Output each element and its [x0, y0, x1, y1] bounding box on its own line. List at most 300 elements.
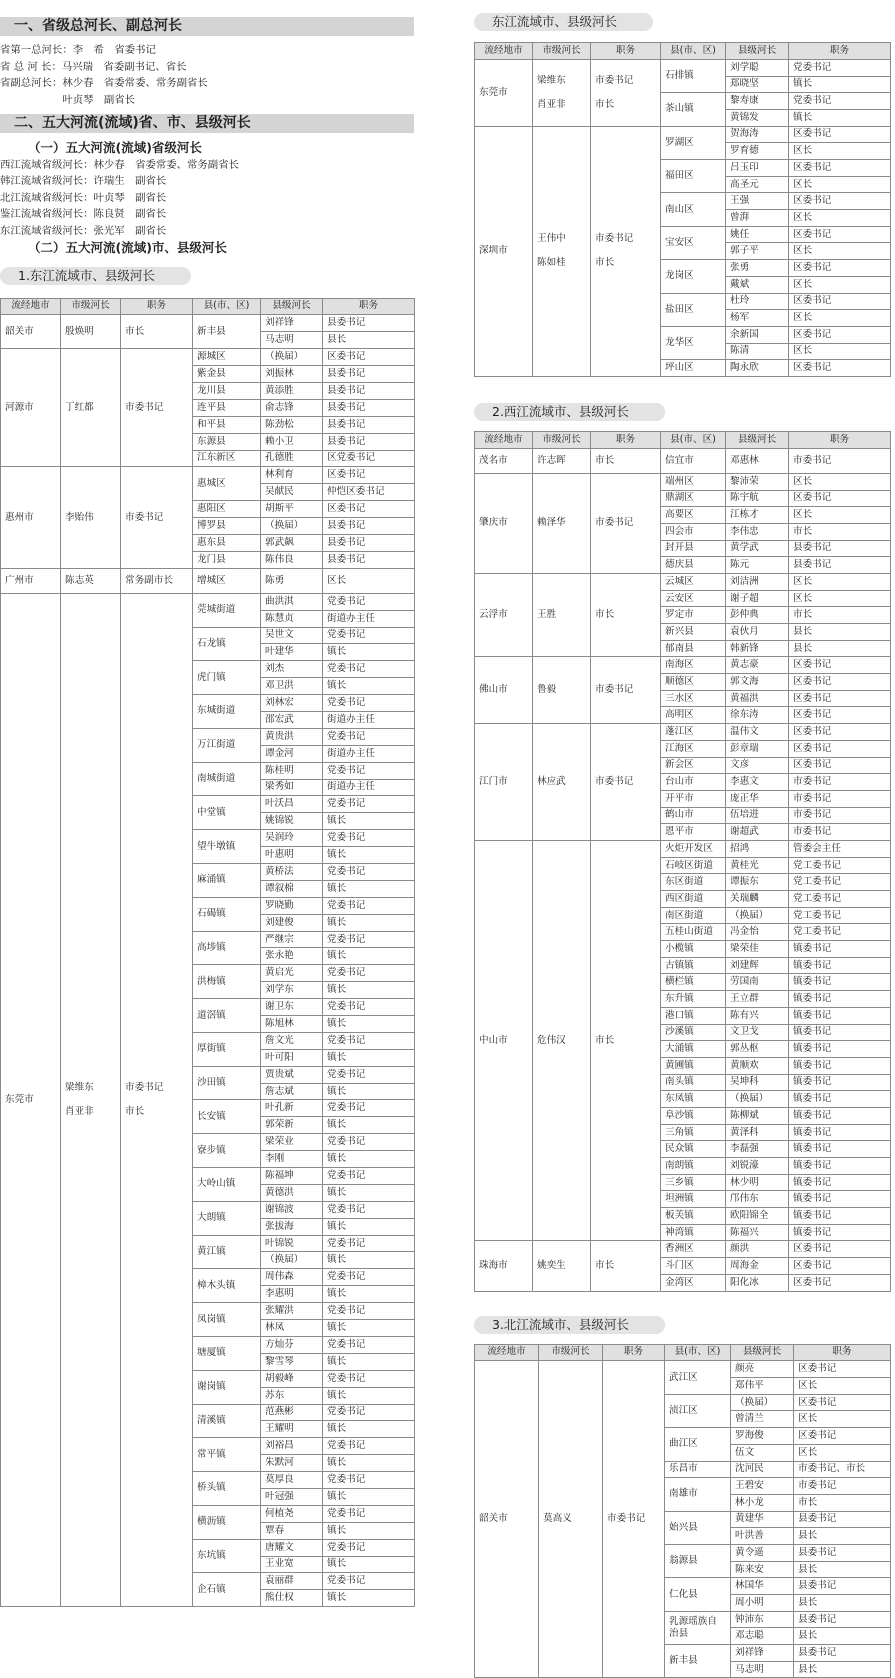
column-header: 职务: [789, 43, 891, 60]
county-duty-cell: 党委书记: [323, 1438, 415, 1455]
county-duty-cell: 镇长: [323, 1184, 415, 1201]
city-leader-cell: [533, 1241, 591, 1291]
county-cell: 大涌镇: [661, 1041, 726, 1058]
rivers-list: [0, 157, 414, 240]
column-header: 职务: [591, 431, 661, 448]
city-cell: 东莞市: [1, 593, 61, 1606]
city-duty: 市长: [125, 325, 145, 337]
county-leader-cell: 刘振林: [261, 366, 323, 383]
xijiang-title: 2.西江流域市、县级河长: [474, 403, 665, 421]
county-cell: 望牛墩镇: [193, 830, 261, 864]
column-header: 流经地市: [475, 43, 533, 60]
county-cell: 板芙镇: [661, 1208, 726, 1225]
county-duty-cell: 镇委书记: [789, 1107, 891, 1124]
county-duty-cell: 区长: [789, 243, 891, 260]
county-leader-cell: 罗晓勤: [261, 897, 323, 914]
county-cell: 港口镇: [661, 1007, 726, 1024]
dongjiang2-title: 东江流域市、县级河长: [474, 13, 653, 31]
county-cell: 古镇镇: [661, 957, 726, 974]
county-duty-cell: 区委书记: [789, 1258, 891, 1275]
county-leader-cell: 邓卫洪: [261, 678, 323, 695]
county-duty-cell: 市长: [789, 607, 891, 624]
county-leader-cell: 黄贵洪: [261, 728, 323, 745]
county-duty-cell: 县委书记: [323, 534, 415, 551]
rivers-line: 北江流域省级河长：叶贞琴 副省长: [0, 191, 167, 204]
table-row: [1, 315, 415, 332]
county-cell: 江海区: [661, 740, 726, 757]
city-duty: 市长: [595, 1034, 615, 1046]
county-leader-cell: 黄德洪: [261, 1184, 323, 1201]
county-cell: 坪山区: [661, 360, 726, 377]
county-duty-cell: 镇委书记: [789, 1208, 891, 1225]
county-cell: 武江区: [665, 1361, 731, 1394]
column-header: 县(市、区): [661, 43, 726, 60]
city-duty: 市长: [595, 1260, 615, 1271]
county-leader-cell: 黄福洪: [726, 690, 789, 707]
county-leader-cell: 范燕彬: [261, 1404, 323, 1421]
county-cell: 福田区: [661, 160, 726, 193]
county-duty-cell: 党委书记: [323, 1404, 415, 1421]
county-leader-cell: 颜洪: [726, 1241, 789, 1258]
county-leader-cell: 俞志锋: [261, 399, 323, 416]
county-cell: 西区街道: [661, 891, 726, 908]
county-cell: 浈江区: [665, 1394, 731, 1427]
county-cell: 南城街道: [193, 762, 261, 796]
county-cell: 南海区: [661, 657, 726, 674]
county-cell: 云城区: [661, 573, 726, 590]
county-leader-cell: 刘祥锋: [731, 1645, 794, 1662]
county-duty-cell: 县委书记: [323, 399, 415, 416]
county-duty-cell: 镇长: [789, 109, 891, 126]
county-duty-cell: 街道办主任: [323, 745, 415, 762]
city-duty-cell: [591, 448, 661, 473]
county-leader-cell: 刘林宏: [261, 695, 323, 712]
dongjiang2-table: [474, 42, 891, 377]
county-cell: 南区街道: [661, 907, 726, 924]
column-header: 职务: [794, 1344, 891, 1361]
city-leader-name: 梁维东: [537, 74, 566, 86]
county-duty-cell: 市委书记: [789, 790, 891, 807]
county-duty-cell: 镇长: [323, 1556, 415, 1573]
county-duty-cell: 区委书记: [789, 707, 891, 724]
county-cell: 开平市: [661, 790, 726, 807]
county-duty-cell: 党委书记: [323, 1134, 415, 1151]
city-duty: 市委书记: [595, 517, 634, 529]
county-leader-cell: 黄泽科: [726, 1124, 789, 1141]
city-leader-cell: [61, 349, 121, 467]
county-duty-cell: 党委书记: [323, 1100, 415, 1117]
county-leader-cell: 郑伟平: [731, 1378, 794, 1395]
county-leader-cell: 吴坤科: [726, 1074, 789, 1091]
county-duty-cell: 党委书记: [789, 93, 891, 110]
county-leader-cell: 刘建辉: [726, 957, 789, 974]
county-cell: 沙田镇: [193, 1066, 261, 1100]
dongjiang1-title: 1.东江流域市、县级河长: [0, 267, 191, 285]
county-cell: 高要区: [661, 507, 726, 524]
county-duty-cell: 街道办主任: [323, 610, 415, 627]
table-row: [475, 448, 891, 473]
county-cell: 郁南县: [661, 640, 726, 657]
county-duty-cell: 县委书记: [323, 315, 415, 332]
county-duty-cell: 县委书记: [323, 433, 415, 450]
city-duty: 市委书记: [125, 1081, 164, 1093]
county-duty-cell: 党委书记: [323, 931, 415, 948]
table-header-row: [475, 1344, 891, 1361]
county-leader-cell: 黄志豪: [726, 657, 789, 674]
county-cell: 长安镇: [193, 1100, 261, 1134]
county-leader-cell: 彭仲典: [726, 607, 789, 624]
county-cell: 紫金县: [193, 366, 261, 383]
county-leader-cell: 李惠文: [726, 774, 789, 791]
county-cell: 信宜市: [661, 448, 726, 473]
county-cell: 黄江镇: [193, 1235, 261, 1269]
county-cell: 高明区: [661, 707, 726, 724]
county-duty-cell: 镇委书记: [789, 1158, 891, 1175]
county-duty-cell: 县长: [789, 624, 891, 641]
city-duty: 市长: [595, 98, 615, 110]
county-cell: 东坑镇: [193, 1539, 261, 1573]
county-leader-cell: 袁丽群: [261, 1573, 323, 1590]
county-leader-cell: 李伟忠: [726, 523, 789, 540]
county-leader-cell: 郭武飙: [261, 534, 323, 551]
city-cell: 韶关市: [475, 1361, 539, 1678]
xijiang-table: [474, 431, 891, 1292]
county-leader-cell: 何植尧: [261, 1505, 323, 1522]
city-leader-cell: [533, 840, 591, 1241]
county-duty-cell: 区委书记: [789, 757, 891, 774]
county-leader-cell: 张耀洪: [261, 1303, 323, 1320]
city-leader-name: 丁红都: [65, 401, 94, 413]
county-leader-cell: 王立群: [726, 991, 789, 1008]
county-cell: 火炬开发区: [661, 840, 726, 857]
county-duty-cell: 县长: [789, 640, 891, 657]
county-leader-cell: 谢锦波: [261, 1201, 323, 1218]
city-duty: 市长: [595, 454, 615, 466]
county-leader-cell: 吴献民: [261, 484, 323, 501]
county-duty-cell: 市委书记: [789, 448, 891, 473]
beijiang-title: 3.北江流域市、县级河长: [474, 1316, 665, 1334]
county-cell: 清溪镇: [193, 1404, 261, 1438]
county-duty-cell: 党委书记: [323, 897, 415, 914]
column-header: 市级河长: [533, 431, 591, 448]
county-cell: 香洲区: [661, 1241, 726, 1258]
county-cell: 宝安区: [661, 226, 726, 259]
county-leader-cell: 吴润玲: [261, 830, 323, 847]
county-leader-cell: 曾湃: [726, 210, 789, 227]
county-duty-cell: 镇长: [323, 1320, 415, 1337]
county-leader-cell: 陶永欣: [726, 360, 789, 377]
county-duty-cell: 县委书记: [323, 551, 415, 568]
county-cell: 南雄市: [665, 1478, 731, 1511]
county-cell: 新丰县: [665, 1645, 731, 1678]
county-leader-cell: 钟沛东: [731, 1611, 794, 1628]
county-duty-cell: 党委书记: [323, 593, 415, 610]
county-duty-cell: 镇长: [323, 1151, 415, 1168]
city-leader-cell: [533, 126, 591, 376]
county-leader-cell: 张勇: [726, 260, 789, 277]
county-leader-cell: 邝伟东: [726, 1191, 789, 1208]
city-leader-name: 林应武: [537, 776, 566, 788]
county-duty-cell: 区委书记: [794, 1394, 891, 1411]
county-duty-cell: 镇委书记: [789, 1057, 891, 1074]
county-cell: 顺德区: [661, 674, 726, 691]
city-leader-cell: [539, 1361, 603, 1678]
city-leader-name: 鲁毅: [537, 684, 557, 696]
county-cell: 盐田区: [661, 293, 726, 326]
city-leader-name: 肖亚非: [537, 98, 566, 110]
county-cell: 小榄镇: [661, 941, 726, 958]
city-leader-cell: [533, 657, 591, 724]
table-row: [475, 126, 891, 143]
county-leader-cell: 梁秀如: [261, 779, 323, 796]
county-leader-cell: 吴世文: [261, 627, 323, 644]
county-leader-cell: 周小明: [731, 1595, 794, 1612]
city-cell: 深圳市: [475, 126, 533, 376]
city-duty: 市委书记: [595, 233, 634, 245]
city-leader-cell: [533, 473, 591, 573]
rivers-line: 韩江流域省级河长：许瑞生 副省长: [0, 175, 167, 187]
right-column: [474, 0, 890, 1678]
dongjiang1-table: [0, 298, 415, 1608]
county-cell: 大岭山镇: [193, 1168, 261, 1202]
city-cell: 惠州市: [1, 467, 61, 568]
county-leader-cell: 高圣元: [726, 176, 789, 193]
county-cell: 黄圃镇: [661, 1057, 726, 1074]
county-duty-cell: 党委书记: [323, 1201, 415, 1218]
county-leader-cell: 叶孔新: [261, 1100, 323, 1117]
county-duty-cell: 县委书记: [323, 416, 415, 433]
city-duty: 市委书记: [595, 776, 634, 788]
county-duty-cell: 党委书记: [323, 661, 415, 678]
county-leader-cell: 罗海俊: [731, 1428, 794, 1445]
column-header: 职务: [121, 298, 193, 315]
county-cell: 新兴县: [661, 624, 726, 641]
county-duty-cell: 区长: [794, 1411, 891, 1428]
county-duty-cell: 党工委书记: [789, 891, 891, 908]
city-leader-name: 陈如桂: [537, 257, 566, 269]
county-leader-cell: 陈劲松: [261, 416, 323, 433]
county-duty-cell: 区长: [794, 1444, 891, 1461]
table-row: [475, 1241, 891, 1258]
column-header: 流经地市: [1, 298, 61, 315]
county-cell: 罗湖区: [661, 126, 726, 159]
county-duty-cell: 镇委书记: [789, 1091, 891, 1108]
county-leader-cell: 苏东: [261, 1387, 323, 1404]
column-header: 县级河长: [726, 431, 789, 448]
county-duty-cell: 区长: [789, 343, 891, 360]
city-duty: 市委书记: [595, 74, 634, 86]
city-leader-name: 殷焕明: [65, 325, 94, 337]
county-duty-cell: 区委书记: [794, 1428, 891, 1445]
county-leader-cell: 叶锦锐: [261, 1235, 323, 1252]
county-duty-cell: 镇长: [323, 1218, 415, 1235]
county-leader-cell: 招鸿: [726, 840, 789, 857]
county-duty-cell: 区委书记: [789, 160, 891, 177]
city-duty: 市长: [125, 1105, 145, 1117]
county-duty-cell: 党委书记: [323, 1303, 415, 1320]
county-duty-cell: 党委书记: [789, 59, 891, 76]
county-cell: 惠阳区: [193, 501, 261, 518]
column-header: 职务: [591, 43, 661, 60]
county-duty-cell: 党委书记: [323, 1573, 415, 1590]
table-header-row: [475, 431, 891, 448]
city-leader-cell: [533, 724, 591, 841]
county-duty-cell: 区委书记: [789, 293, 891, 310]
county-cell: 新会区: [661, 757, 726, 774]
county-leader-cell: 文卫戈: [726, 1024, 789, 1041]
city-cell: 韶关市: [1, 315, 61, 349]
county-cell: 中堂镇: [193, 796, 261, 830]
county-duty-cell: 党委书记: [323, 1066, 415, 1083]
county-duty-cell: 镇长: [323, 1387, 415, 1404]
county-cell: 乳源瑶族自治县: [665, 1611, 731, 1644]
county-leader-cell: 李磊强: [726, 1141, 789, 1158]
city-cell: 江门市: [475, 724, 533, 841]
rivers-line: 鉴江流域省级河长：陈良贤 副省长: [0, 208, 167, 220]
county-leader-cell: 郭文海: [726, 674, 789, 691]
county-leader-cell: 孔德胜: [261, 450, 323, 467]
county-leader-cell: 徐东涛: [726, 707, 789, 724]
county-leader-cell: 黎寿康: [726, 93, 789, 110]
rivers-sub1: （一）五大河流(流域)省级河长: [28, 140, 202, 155]
county-leader-cell: 李刚: [261, 1151, 323, 1168]
county-leader-cell: 王碧安: [731, 1478, 794, 1495]
county-cell: 端州区: [661, 473, 726, 490]
county-cell: 石岐区街道: [661, 857, 726, 874]
county-duty-cell: 镇长: [323, 1522, 415, 1539]
city-cell: 广州市: [1, 568, 61, 593]
county-duty-cell: 镇委书记: [789, 974, 891, 991]
city-duty-cell: [591, 573, 661, 656]
county-duty-cell: 区委书记: [789, 724, 891, 741]
county-leader-cell: 黄学武: [726, 540, 789, 557]
city-leader-cell: [533, 59, 591, 126]
county-cell: 金湾区: [661, 1274, 726, 1291]
county-leader-cell: 陈宇航: [726, 490, 789, 507]
county-cell: 德庆县: [661, 557, 726, 574]
county-leader-cell: 劳国南: [726, 974, 789, 991]
county-duty-cell: 党委书记: [323, 1269, 415, 1286]
county-leader-cell: 周伟森: [261, 1269, 323, 1286]
county-duty-cell: 镇长: [323, 1353, 415, 1370]
city-cell: 中山市: [475, 840, 533, 1241]
county-leader-cell: 邓惠林: [726, 448, 789, 473]
county-duty-cell: 党委书记: [323, 999, 415, 1016]
city-duty: 市委书记: [125, 401, 164, 413]
city-leader-name: 王伟中: [537, 233, 566, 245]
county-leader-cell: 袁伙月: [726, 624, 789, 641]
city-duty: 市长: [595, 609, 615, 621]
county-duty-cell: 区委书记: [789, 1274, 891, 1291]
county-cell: 和平县: [193, 416, 261, 433]
county-duty-cell: 党工委书记: [789, 907, 891, 924]
city-leader-name: 陈志英: [65, 574, 94, 586]
county-leader-cell: 郭子平: [726, 243, 789, 260]
county-duty-cell: 党委书记: [323, 796, 415, 813]
county-duty-cell: 区委书记: [789, 1241, 891, 1258]
county-duty-cell: 区长: [789, 210, 891, 227]
county-duty-cell: 镇长: [323, 914, 415, 931]
county-cell: 博罗县: [193, 518, 261, 535]
county-leader-cell: 胡斯平: [261, 501, 323, 518]
county-cell: 东区街道: [661, 874, 726, 891]
county-cell: 蓬江区: [661, 724, 726, 741]
county-leader-cell: （换届）: [731, 1394, 794, 1411]
county-cell: 企石镇: [193, 1573, 261, 1607]
county-leader-cell: （换届）: [261, 1252, 323, 1269]
county-cell: 源城区: [193, 349, 261, 366]
county-cell: 封开县: [661, 540, 726, 557]
county-leader-cell: 詹文光: [261, 1032, 323, 1049]
county-cell: 横沥镇: [193, 1505, 261, 1539]
county-duty-cell: 街道办主任: [323, 711, 415, 728]
county-leader-cell: 陈来安: [731, 1561, 794, 1578]
county-cell: 东源县: [193, 433, 261, 450]
table-row: [475, 657, 891, 674]
county-duty-cell: 镇长: [323, 1083, 415, 1100]
county-cell: 斗门区: [661, 1258, 726, 1275]
provincial-line: 省第一总河长：李 希 省委书记: [0, 44, 156, 56]
county-leader-cell: 严继宗: [261, 931, 323, 948]
county-leader-cell: 郑晓坚: [726, 76, 789, 93]
county-duty-cell: 镇长: [323, 644, 415, 661]
county-leader-cell: 刘裕昌: [261, 1438, 323, 1455]
county-cell: 东升镇: [661, 991, 726, 1008]
county-duty-cell: 镇委书记: [789, 941, 891, 958]
city-duty-cell: [121, 467, 193, 568]
column-header: 流经地市: [475, 431, 533, 448]
county-cell: 鹤山市: [661, 807, 726, 824]
rivers-heading: 二、五大河流(流域)省、市、县级河长: [0, 114, 414, 133]
county-cell: 南朗镇: [661, 1158, 726, 1175]
county-duty-cell: 镇委书记: [789, 1141, 891, 1158]
county-duty-cell: 镇委书记: [789, 1041, 891, 1058]
county-duty-cell: 区委书记: [789, 360, 891, 377]
county-leader-cell: 莫厚良: [261, 1472, 323, 1489]
county-cell: 龙川县: [193, 382, 261, 399]
county-leader-cell: 梁荣佳: [726, 941, 789, 958]
county-cell: 阜沙镇: [661, 1107, 726, 1124]
county-duty-cell: 镇长: [323, 880, 415, 897]
city-leader-name: 许志晖: [537, 454, 566, 466]
county-cell: 云安区: [661, 590, 726, 607]
column-header: 职务: [603, 1344, 665, 1361]
county-leader-cell: 曾清兰: [731, 1411, 794, 1428]
column-header: 职务: [323, 298, 415, 315]
county-cell: 石碣镇: [193, 897, 261, 931]
county-cell: 洪梅镇: [193, 965, 261, 999]
city-leader-cell: [61, 568, 121, 593]
column-header: 县(市、区): [193, 298, 261, 315]
county-cell: 五桂山街道: [661, 924, 726, 941]
county-cell: 台山市: [661, 774, 726, 791]
table-row: [1, 568, 415, 593]
county-cell: 石排镇: [661, 59, 726, 92]
county-leader-cell: 赖小卫: [261, 433, 323, 450]
county-cell: 南山区: [661, 193, 726, 226]
county-leader-cell: 韩新锋: [726, 640, 789, 657]
county-leader-cell: 陈桂明: [261, 762, 323, 779]
county-duty-cell: 区委书记: [789, 226, 891, 243]
county-duty-cell: 区长: [789, 276, 891, 293]
county-duty-cell: 区委书记: [789, 126, 891, 143]
county-duty-cell: 党委书记: [323, 864, 415, 881]
county-leader-cell: 刘杰: [261, 661, 323, 678]
county-cell: 桥头镇: [193, 1472, 261, 1506]
city-leader-name: 王胜: [537, 609, 557, 621]
county-leader-cell: 黄添胜: [261, 382, 323, 399]
county-leader-cell: 温伟文: [726, 724, 789, 741]
